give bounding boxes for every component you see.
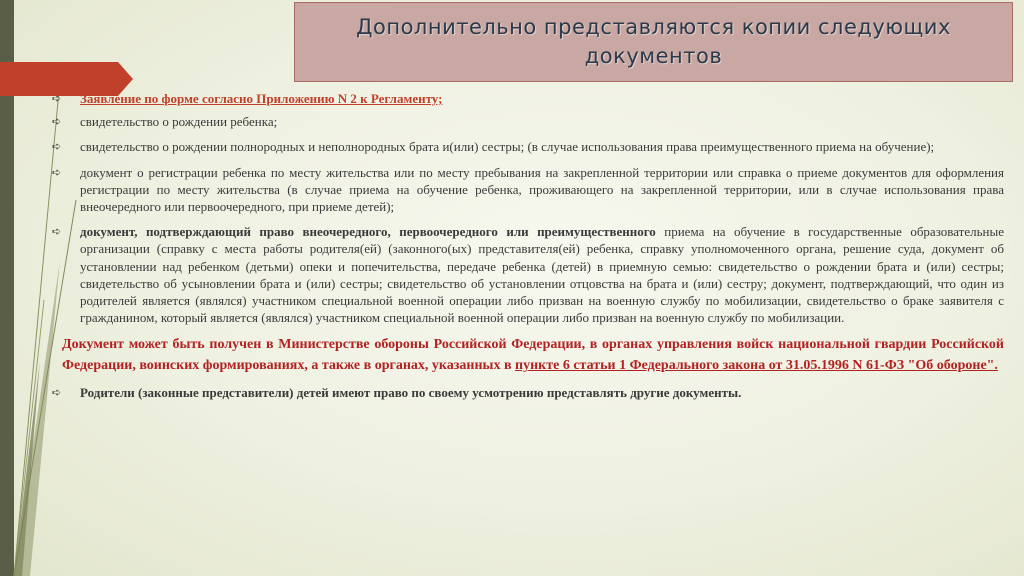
arrow-bullet-icon: ➪ [52,92,62,105]
arrow-bullet-icon: ➪ [52,225,62,239]
list-item [52,384,1004,401]
page-title: Дополнительно представляются копии следующих документов [356,15,951,68]
arrow-bullet-icon: ➪ [52,165,62,179]
arrow-bullet-icon: ➪ [52,140,62,154]
list-item [52,90,1004,107]
application-form-link[interactable]: Заявление по форме согласно Приложению N 2 к Регламенту; [80,91,443,106]
list-item-text: свидетельство о рождении полнородных и неполнородных брата и(или) сестры; (в случае использования права преимущественного приема на обучение); [80,139,935,155]
defense-ministry-notice [62,334,1004,376]
arrow-bullet-icon: ➪ [52,386,62,400]
parents-note: Родители (законные представители) детей имеют право по своему усмотрению представлять другие документы. [80,385,742,401]
notice-text: Документ может быть получен в Министерстве обороны Российской Федерации, в органах управления войск национальной гвардии Российской Федерации, воинских формированиях, а также в органах, указанных в [62,337,1004,374]
document-list [52,90,1004,410]
defense-law-link[interactable]: пункте 6 статьи 1 Федерального закона от 31.05.1996 N 61-ФЗ "Об обороне". [515,358,998,374]
title-banner [294,2,1013,82]
arrow-bullet-icon: ➪ [52,115,62,129]
list-item-bold-text: документ, подтверждающий право внеочередного, первоочередного или преимущественного [80,224,656,240]
list-item [52,113,1004,130]
list-item [52,223,1004,326]
list-item [52,164,1004,216]
list-item-text: свидетельство о рождении ребенка; [80,114,278,130]
list-item-text: приема на обучение в государственные образовательные организации (справку с места работы родителя(ей) (законного(ых) представителя(ей) ребенка, справку уполномоченного органа, решение суда, документ об установлении над ребенком (детьми) опеки и попечительства, передаче ребенка (детей) в приемную семью: свидетельство о рождении брата и (или) сестры; свидетельство об усыновлении брата и (или) сестры; свидетельство об установлении отцовства на брата и (или) сестру; документ, подтверждающий, что один из родителей является (являлся) участником специальной военной операции либо призван на военную службу по мобилизации, свидетельство о браке заявителя с гражданином, который является (являлся) участником специальной военной операции либо призван на военную службу по мобилизации. [80,224,1004,326]
list-item [52,138,1004,155]
list-item-text: документ о регистрации ребенка по месту жительства или по месту пребывания на закрепленной территории или справка о приеме документов для оформления регистрации по месту жительства (в случае приема на обучение ребенка, проживающего на закрепленной территории, или в случае использования права внеочередного или первоочередного, при приеме детей); [80,164,1004,215]
